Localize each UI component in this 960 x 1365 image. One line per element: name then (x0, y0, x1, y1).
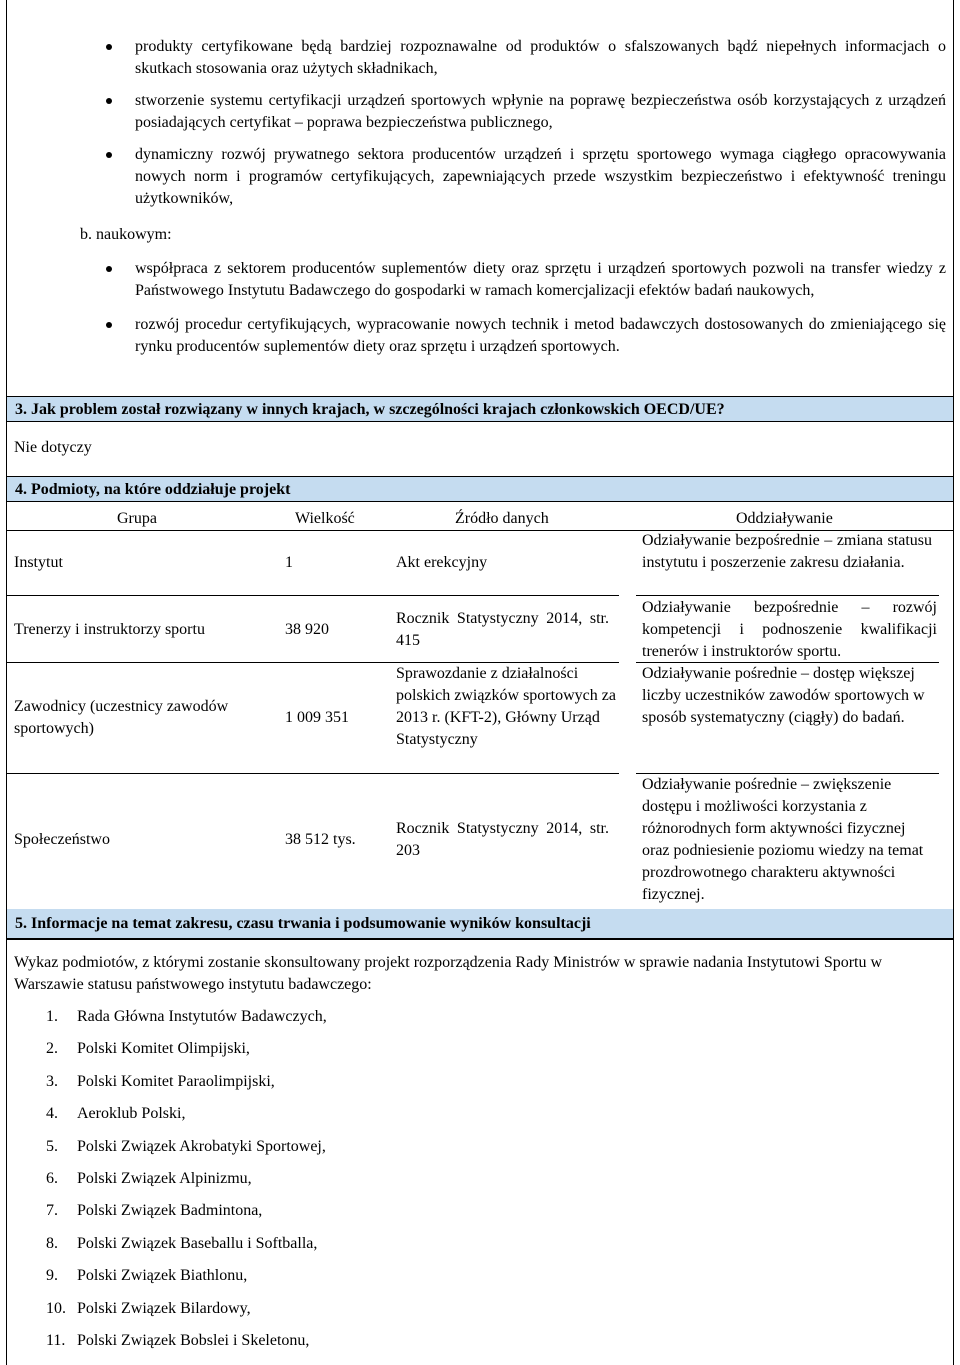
list-item (46, 1298, 327, 1330)
table-cell-group: Instytut (14, 554, 63, 571)
row-rule (7, 773, 619, 774)
table-cell-source: Rocznik Statystyczny 2014, str. 203 (396, 820, 609, 859)
list-item (46, 1233, 327, 1265)
list-text: Polski Związek Alpinizmu, (77, 1169, 252, 1187)
section-3-answer: Nie dotyczy (14, 439, 92, 456)
list-text: Polski Związek Bilardowy, (77, 1299, 251, 1317)
bullet-item: stworzenie systemu certyfikacji urządzeń sportowych wpłynie na poprawę bezpieczeństwa osób korzystających z urządzeń posiadających certyfikat – poprawa bezpieczeństwa publicznego, (100, 90, 946, 134)
column-header-impact: Oddziaływanie (736, 510, 833, 527)
table-cell-source: Akt erekcyjny (396, 554, 488, 571)
table-cell-group: Trenerzy i instruktorzy sportu (14, 621, 205, 638)
table-cell-size: 1 (285, 554, 293, 571)
section-4-heading: 4. Podmioty, na które oddziałuje projekt (7, 476, 953, 502)
table-cell-impact: Odziaływanie pośrednie – dostęp większej liczby uczestników zawodów sportowych w sposób systematyczny (ciągły) do badań. (642, 665, 925, 726)
section-a-bullet-list (100, 36, 946, 220)
table-cell-group: Zawodnicy (uczestnicy zawodów sportowych) (14, 698, 229, 737)
table-cell-size: 38 512 tys. (285, 831, 356, 848)
section-b-label: b. naukowym: (80, 226, 172, 243)
section-5-heading: 5. Informacje na temat zakresu, czasu trwania i podsumowanie wyników konsultacji (7, 909, 953, 939)
list-number: 5. (46, 1137, 58, 1155)
section-b-bullet-list (100, 258, 946, 370)
list-number: 9. (46, 1267, 58, 1285)
list-text: Polski Komitet Olimpijski, (77, 1040, 250, 1058)
list-item (46, 1071, 327, 1103)
column-header-source: Źródło danych (455, 510, 549, 527)
list-number: 11. (46, 1331, 66, 1349)
table-cell-impact: Odziaływanie pośrednie – zwiększenie dostępu i możliwości korzystania z różnorodnych form aktywności fizycznej oraz podniesienie poziomu wiedzy na temat prozdrowotnego charakteru aktywności fizycznej. (642, 776, 924, 903)
section-5-intro: Wykaz podmiotów, z którymi zostanie skonsultowany projekt rozporządzenia Rady Ministrów w sprawie nadania Instytutowi Sportu w Warszawie statusu państwowego instytutu badawczego: (14, 954, 883, 993)
table-cell-size: 1 009 351 (285, 709, 349, 726)
table-cell-impact: Odziaływanie bezpośrednie – zmiana statusu instytutu i poszerzenie zakresu działania. (642, 532, 932, 571)
list-text: Polski Związek Baseballu i Softballa, (77, 1234, 318, 1252)
bullet-item: współpraca z sektorem producentów suplementów diety oraz sprzętu i urządzeń sportowych pozwoli na transfer wiedzy z Państwowego Instytutu Badawczego do gospodarki w ramach komercjalizacji efektów badań naukowych, (100, 258, 946, 302)
table-cell-group: Społeczeństwo (14, 831, 110, 848)
list-text: Polski Związek Badmintona, (77, 1202, 263, 1220)
list-item (46, 1136, 327, 1168)
list-text: Polski Związek Biathlonu, (77, 1267, 248, 1285)
bullet-item: rozwój procedur certyfikujących, wypracowanie nowych technik i metod badawczych dostosowanych do zmieniającego się rynku producentów suplementów diety oraz sprzętu i urządzeń sportowych. (100, 314, 946, 358)
list-text: Rada Główna Instytutów Badawczych, (77, 1008, 327, 1025)
table-cell-impact: Odziaływanie bezpośrednie – rozwój kompetencji i podnoszenie kwalifikacji trenerów i instruktorów sportu. (642, 599, 937, 660)
list-item (46, 1006, 327, 1038)
row-rule (7, 595, 619, 596)
list-number: 7. (46, 1202, 58, 1220)
column-header-size: Wielkość (295, 510, 355, 527)
consultation-list (46, 1006, 327, 1362)
list-number: 6. (46, 1169, 58, 1187)
table-cell-source: Sprawozdanie z działalności polskich związków sportowych za 2013 r. (KFT-2), Główny Urząd Statystyczny (396, 665, 616, 748)
section-5-rule (7, 939, 953, 940)
list-text: Polski Związek Akrobatyki Sportowej, (77, 1137, 326, 1155)
list-number: 4. (46, 1105, 58, 1123)
list-item (46, 1168, 327, 1200)
table-cell-size: 38 920 (285, 621, 329, 638)
list-number: 8. (46, 1234, 58, 1252)
list-text: Aeroklub Polski, (77, 1105, 186, 1123)
list-item (46, 1103, 327, 1135)
bullet-item: dynamiczny rozwój prywatnego sektora producentów urządzeń i sprzętu sportowego wymaga ciągłego opracowywania nowych norm i programów certyfikujących, zapewniających przede wszystkim bezpieczeństwo i efektywność treningu użytkowników, (100, 144, 946, 210)
section-3-heading: 3. Jak problem został rozwiązany w innych krajach, w szczególności krajach członkowskich OECD/UE? (7, 396, 953, 422)
list-number: 2. (46, 1040, 58, 1058)
list-item (46, 1265, 327, 1297)
list-text: Polski Komitet Paraolimpijski, (77, 1072, 275, 1090)
list-number: 1. (46, 1008, 58, 1025)
list-item (46, 1330, 327, 1362)
list-item (46, 1200, 327, 1232)
bullet-item: produkty certyfikowane będą bardziej rozpoznawalne od produktów o sfalszowanych bądź niepełnych informacjach o skutkach stosowania oraz użytych składnikach, (100, 36, 946, 80)
row-rule (636, 595, 939, 596)
table-cell-source: Rocznik Statystyczny 2014, str. 415 (396, 610, 609, 649)
list-number: 10. (46, 1299, 66, 1317)
list-number: 3. (46, 1072, 58, 1090)
list-item (46, 1038, 327, 1070)
list-text: Polski Związek Bobslei i Skeletonu, (77, 1331, 310, 1349)
column-header-group: Grupa (117, 510, 157, 527)
